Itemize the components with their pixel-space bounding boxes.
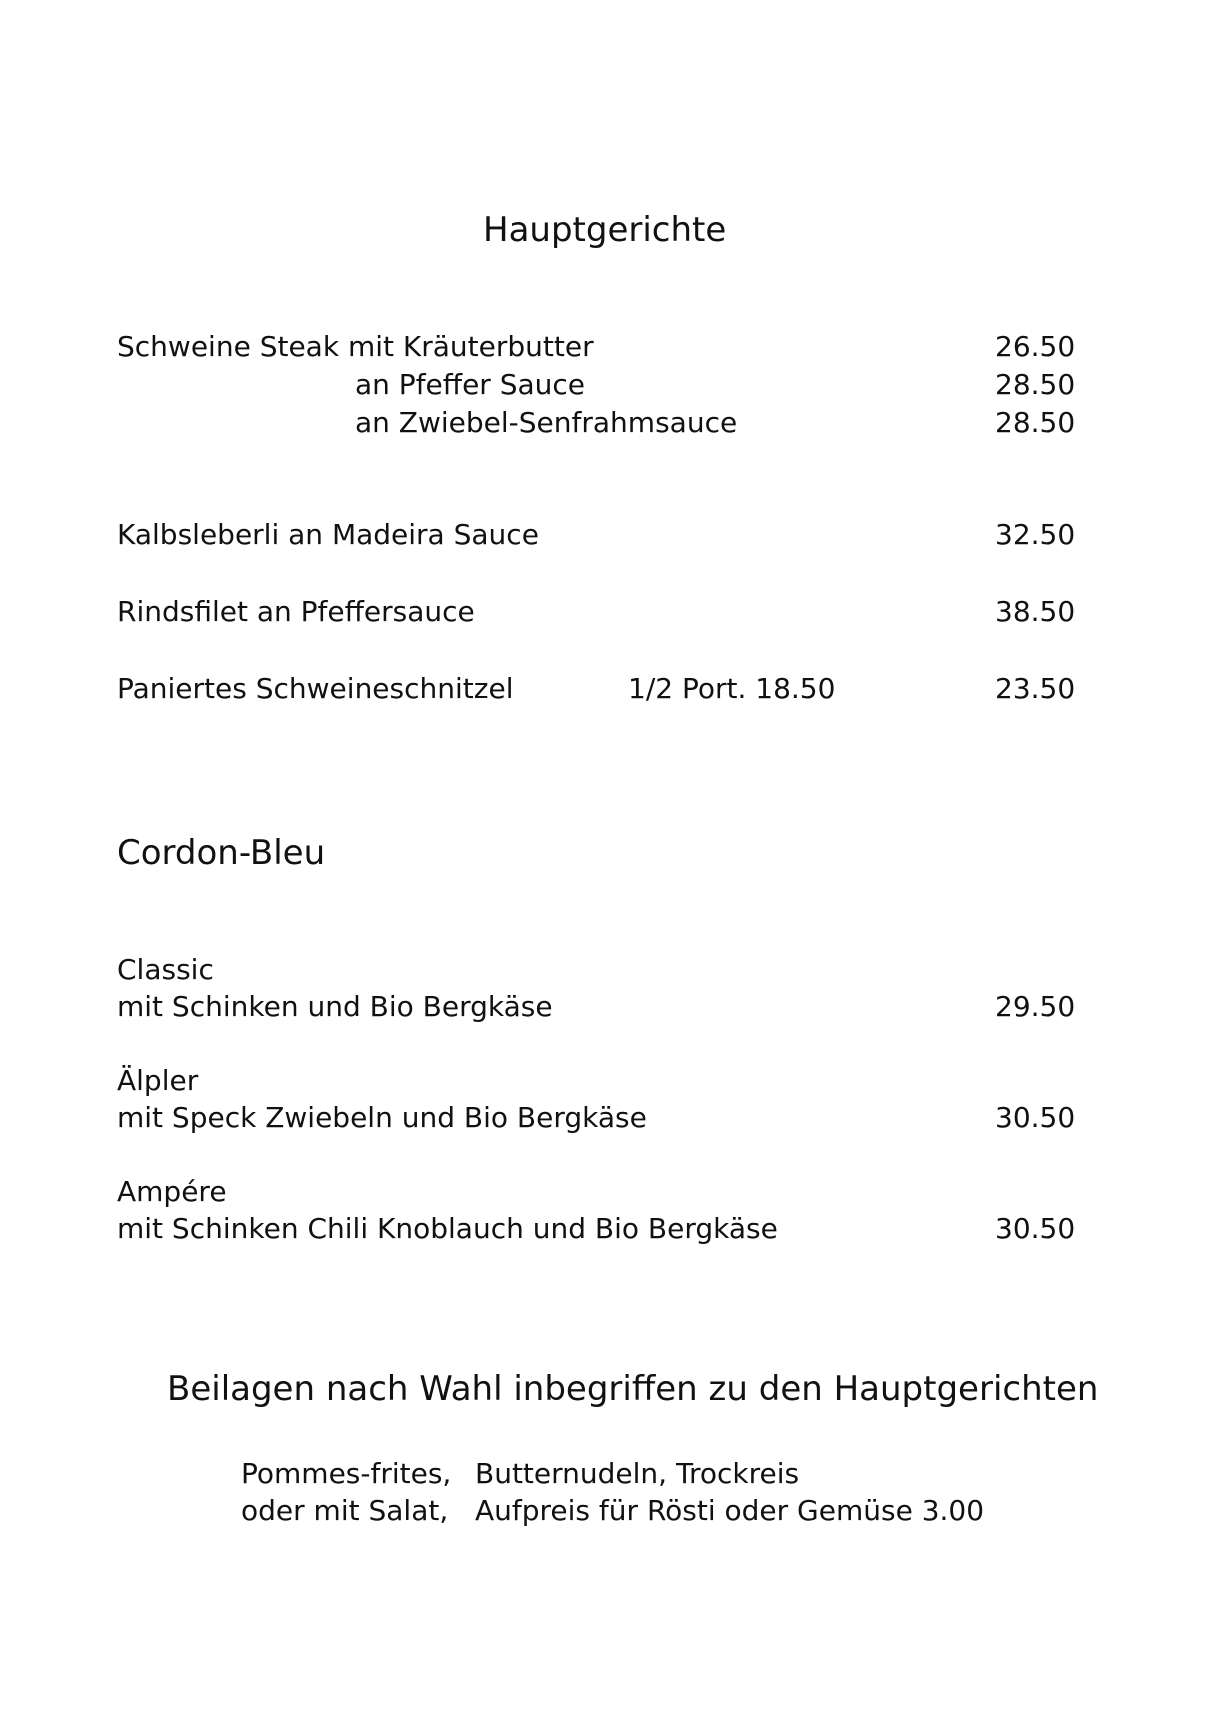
cordon-bleu-name: Ampére xyxy=(117,1175,227,1208)
sides-line-2b: Aufpreis für Rösti oder Gemüse 3.00 xyxy=(475,1494,985,1527)
menu-item-name: Schweine Steak mit Kräuterbutter xyxy=(117,330,594,363)
menu-item-name: an Pfeffer Sauce xyxy=(355,368,586,401)
section-title-cordon-bleu: Cordon-Bleu xyxy=(117,833,326,873)
cordon-bleu-name: Classic xyxy=(117,953,214,986)
section-title-sides: Beilagen nach Wahl inbegriffen zu den Hauptgerichten xyxy=(167,1369,1099,1409)
cordon-bleu-description: mit Schinken und Bio Bergkäse xyxy=(117,990,553,1023)
menu-item-name: Rindsfilet an Pfeffersauce xyxy=(117,595,475,628)
cordon-bleu-description: mit Speck Zwiebeln und Bio Bergkäse xyxy=(117,1101,647,1134)
cordon-bleu-price: 30.50 xyxy=(995,1101,1076,1134)
menu-item-name: Paniertes Schweineschnitzel xyxy=(117,672,514,705)
half-portion-price: 1/2 Port. 18.50 xyxy=(628,672,836,705)
sides-line-1b: Butternudeln, Trockreis xyxy=(475,1457,800,1490)
cordon-bleu-price: 29.50 xyxy=(995,990,1076,1023)
menu-item-price: 28.50 xyxy=(995,368,1076,401)
menu-item-price: 23.50 xyxy=(995,672,1076,705)
menu-item-name: Kalbsleberli an Madeira Sauce xyxy=(117,518,539,551)
section-title-hauptgerichte: Hauptgerichte xyxy=(483,210,727,250)
menu-item-name: an Zwiebel-Senfrahmsauce xyxy=(355,406,738,439)
cordon-bleu-name: Älpler xyxy=(117,1064,199,1097)
menu-item-price: 28.50 xyxy=(995,406,1076,439)
menu-item-price: 38.50 xyxy=(995,595,1076,628)
cordon-bleu-price: 30.50 xyxy=(995,1212,1076,1245)
menu-item-price: 32.50 xyxy=(995,518,1076,551)
sides-line-2a: oder mit Salat, xyxy=(241,1494,449,1527)
menu-item-price: 26.50 xyxy=(995,330,1076,363)
cordon-bleu-description: mit Schinken Chili Knoblauch und Bio Bergkäse xyxy=(117,1212,778,1245)
sides-line-1a: Pommes-frites, xyxy=(241,1457,452,1490)
